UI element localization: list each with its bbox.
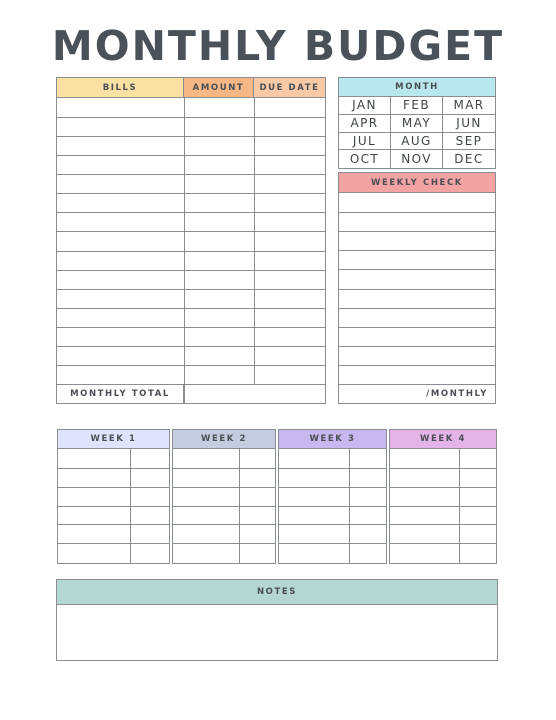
- bills-row-line: [57, 251, 325, 252]
- week-column-divider: [349, 449, 350, 563]
- weekly-row-line: [339, 346, 495, 347]
- week-4-table: [389, 429, 497, 564]
- bills-row-line: [57, 136, 325, 137]
- week-1-table: [57, 429, 170, 564]
- month-oct[interactable]: OCT: [339, 150, 391, 168]
- week-row-line: [58, 524, 169, 525]
- weekly-row-line: [339, 365, 495, 366]
- month-grid: [339, 97, 495, 168]
- month-aug[interactable]: AUG: [391, 133, 443, 151]
- week-row-line: [390, 524, 496, 525]
- monthly-total-label: MONTHLY TOTAL: [57, 385, 184, 403]
- bills-row-line: [57, 289, 325, 290]
- month-nov[interactable]: NOV: [391, 150, 443, 168]
- week-column-divider: [239, 449, 240, 563]
- week-row-line: [390, 506, 496, 507]
- month-jun[interactable]: JUN: [443, 115, 495, 133]
- week-row-line: [390, 487, 496, 488]
- weekly-monthly-label: /MONTHLY: [339, 384, 495, 403]
- weekly-row-line: [339, 327, 495, 328]
- amount-column-header: AMOUNT: [184, 78, 254, 98]
- week-row-line: [173, 506, 275, 507]
- week-row-line: [173, 468, 275, 469]
- week-row-line: [390, 543, 496, 544]
- week-column-divider: [459, 449, 460, 563]
- bills-row-line: [57, 155, 325, 156]
- week-2-table: [172, 429, 276, 564]
- week-3-header: WEEK 3: [279, 430, 386, 449]
- weekly-check-table: [338, 172, 496, 404]
- bills-row-line: [57, 327, 325, 328]
- week-row-line: [58, 506, 169, 507]
- notes-area[interactable]: [57, 605, 497, 660]
- month-header: MONTH: [339, 78, 495, 97]
- weekly-row-line: [339, 212, 495, 213]
- month-apr[interactable]: APR: [339, 115, 391, 133]
- week-row-line: [279, 487, 386, 488]
- weekly-check-header: WEEKLY CHECK: [339, 173, 495, 193]
- month-feb[interactable]: FEB: [391, 97, 443, 115]
- week-row-line: [279, 543, 386, 544]
- weekly-row-line: [339, 250, 495, 251]
- bills-row-line: [57, 270, 325, 271]
- week-row-line: [58, 487, 169, 488]
- bills-row-line: [57, 193, 325, 194]
- month-selector: [338, 77, 496, 169]
- week-4-header: WEEK 4: [390, 430, 496, 449]
- week-1-header: WEEK 1: [58, 430, 169, 449]
- bills-column-divider: [184, 98, 185, 403]
- week-row-line: [279, 468, 386, 469]
- week-column-divider: [130, 449, 131, 563]
- notes-header: NOTES: [57, 580, 497, 605]
- week-row-line: [173, 487, 275, 488]
- weekly-row-line: [339, 231, 495, 232]
- month-jul[interactable]: JUL: [339, 133, 391, 151]
- week-3-table: [278, 429, 387, 564]
- week-2-header: WEEK 2: [173, 430, 275, 449]
- month-jan[interactable]: JAN: [339, 97, 391, 115]
- bills-table: [56, 77, 326, 404]
- bills-row-line: [57, 365, 325, 366]
- week-row-line: [58, 468, 169, 469]
- bills-row-line: [57, 308, 325, 309]
- notes-box: [56, 579, 498, 661]
- week-row-line: [173, 543, 275, 544]
- bills-column-header: BILLS: [57, 78, 184, 98]
- monthly-total-row: [57, 384, 325, 403]
- due-date-column-header: DUE DATE: [254, 78, 325, 98]
- week-row-line: [279, 524, 386, 525]
- monthly-total-field[interactable]: [184, 385, 325, 403]
- page-title: MONTHLY BUDGET: [51, 22, 505, 70]
- weekly-row-line: [339, 308, 495, 309]
- week-row-line: [390, 468, 496, 469]
- week-row-line: [173, 524, 275, 525]
- week-row-line: [279, 506, 386, 507]
- month-dec[interactable]: DEC: [454, 152, 484, 167]
- month-may[interactable]: MAY: [391, 115, 443, 133]
- amount-column-divider: [254, 98, 255, 384]
- bills-row-line: [57, 346, 325, 347]
- bills-row-line: [57, 174, 325, 175]
- bills-row-line: [57, 117, 325, 118]
- weekly-row-line: [339, 289, 495, 290]
- bills-row-line: [57, 231, 325, 232]
- bills-row-line: [57, 212, 325, 213]
- month-mar[interactable]: MAR: [443, 97, 495, 115]
- week-row-line: [58, 543, 169, 544]
- month-sep[interactable]: SEP: [443, 133, 495, 151]
- bills-header-row: [57, 78, 325, 98]
- weekly-row-line: [339, 269, 495, 270]
